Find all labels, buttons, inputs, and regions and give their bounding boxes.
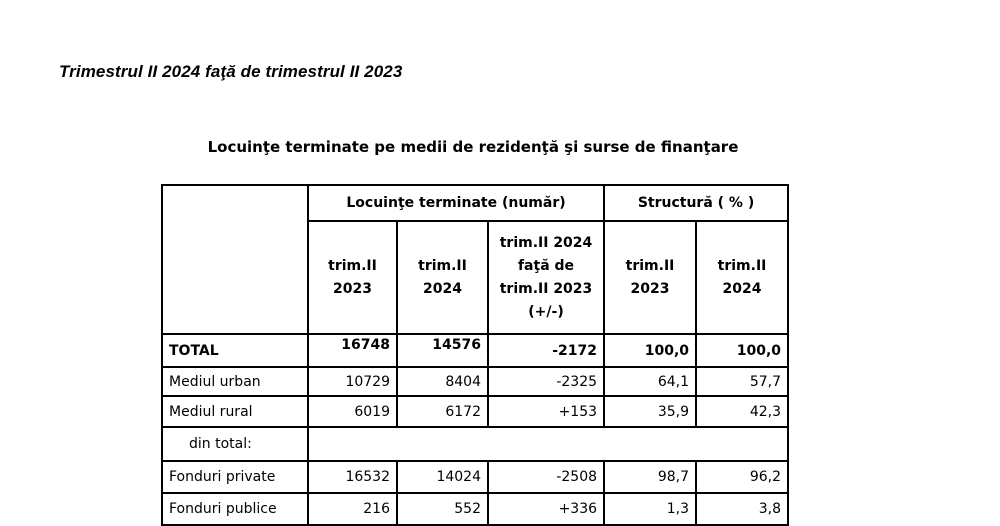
- table-row: [162, 396, 788, 427]
- structure-2023-cell: 1,3: [604, 493, 696, 525]
- count-2024-cell: 6172: [397, 396, 488, 427]
- sub-header-diff: trim.II 2024 faţă de trim.II 2023 (+/-): [488, 221, 604, 334]
- group-header-count: Locuinţe terminate (număr): [308, 185, 604, 221]
- count-2023-cell: 16532: [308, 461, 397, 493]
- section-label: din total:: [162, 427, 308, 461]
- housing-table: [161, 184, 789, 526]
- structure-2023-cell: 64,1: [604, 367, 696, 396]
- structure-2023-cell: 98,7: [604, 461, 696, 493]
- diff-cell: -2325: [488, 367, 604, 396]
- section-spacer: [308, 427, 788, 461]
- corner-cell: [162, 185, 308, 334]
- row-label: TOTAL: [162, 334, 308, 367]
- structure-2023-cell: 35,9: [604, 396, 696, 427]
- table-section-row: [162, 427, 788, 461]
- count-2024-cell: 8404: [397, 367, 488, 396]
- sub-header-count-2023: trim.II 2023: [308, 221, 397, 334]
- count-2024-cell: 552: [397, 493, 488, 525]
- row-label: Fonduri publice: [162, 493, 308, 525]
- diff-cell: -2172: [488, 334, 604, 367]
- group-header-structure: Structură ( % ): [604, 185, 788, 221]
- count-2023-cell: 216: [308, 493, 397, 525]
- table-row: [162, 334, 788, 367]
- count-2024-cell: 14024: [397, 461, 488, 493]
- table-group-header-row: [162, 185, 788, 221]
- structure-2024-cell: 3,8: [696, 493, 788, 525]
- row-label: Mediul rural: [162, 396, 308, 427]
- count-2024-cell: 14576: [397, 334, 488, 367]
- table-row: [162, 367, 788, 396]
- structure-2024-cell: 96,2: [696, 461, 788, 493]
- page-heading: Trimestrul II 2024 faţă de trimestrul II 2023: [59, 62, 403, 81]
- structure-2024-cell: 57,7: [696, 367, 788, 396]
- diff-cell: +153: [488, 396, 604, 427]
- structure-2024-cell: 100,0: [696, 334, 788, 367]
- structure-2024-cell: 42,3: [696, 396, 788, 427]
- table-row: [162, 493, 788, 525]
- sub-header-count-2024: trim.II 2024: [397, 221, 488, 334]
- row-label: Mediul urban: [162, 367, 308, 396]
- row-label: Fonduri private: [162, 461, 308, 493]
- sub-header-structure-2024: trim.II 2024: [696, 221, 788, 334]
- count-2023-cell: 10729: [308, 367, 397, 396]
- count-2023-cell: 16748: [308, 334, 397, 367]
- structure-2023-cell: 100,0: [604, 334, 696, 367]
- table-row: [162, 461, 788, 493]
- diff-cell: +336: [488, 493, 604, 525]
- table-caption: Locuinţe terminate pe medii de rezidenţă şi surse de finanţare: [207, 138, 739, 156]
- sub-header-structure-2023: trim.II 2023: [604, 221, 696, 334]
- count-2023-cell: 6019: [308, 396, 397, 427]
- diff-cell: -2508: [488, 461, 604, 493]
